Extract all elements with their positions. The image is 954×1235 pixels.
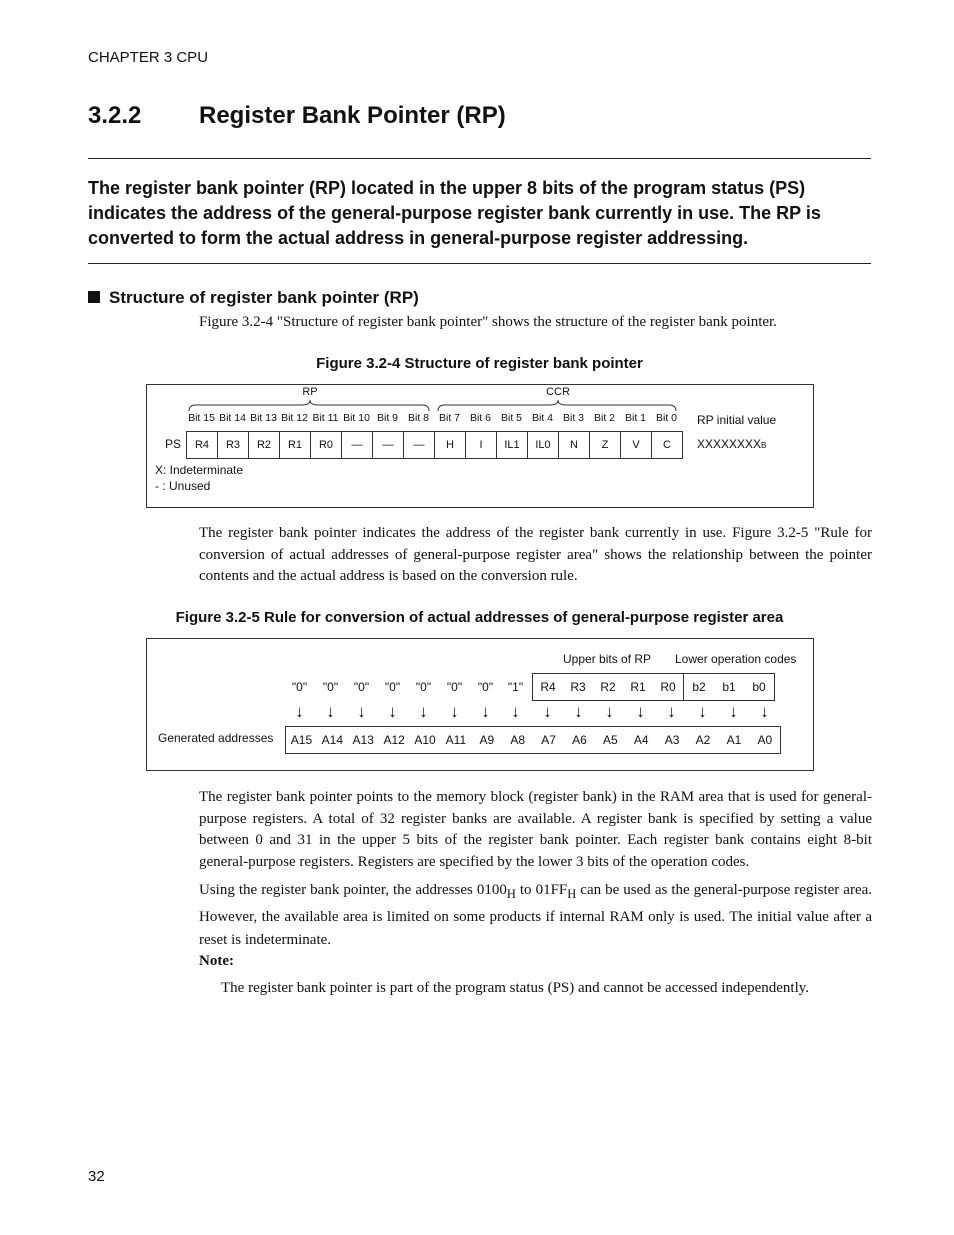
bit-label: Bit 12 xyxy=(281,412,308,424)
bit-label: Bit 9 xyxy=(376,412,398,424)
figure5-caption: Figure 3.2-5 Rule for conversion of actual addresses of general-purpose register area xyxy=(175,609,784,626)
section-title: Register Bank Pointer (RP) xyxy=(199,102,506,129)
lower-opcodes-label: Lower operation codes xyxy=(675,652,797,666)
down-arrow-icon: ↓ xyxy=(698,702,707,721)
body-paragraph: The register bank pointer points to the memory block (register bank) in the RAM area that is used for general-purpose registers. A total of 32 register banks are available. A register bank is specified by setting a value between 0 and 31 in the upper 5 bits of the register bank pointer. Each register bank contains eight 8-bit general-purpose registers. Registers are specified by the lower 3 bits of the operation codes. xyxy=(199,789,872,870)
rp-bit-cell: R2 xyxy=(600,680,616,694)
fixed-bit: "0" xyxy=(322,680,339,694)
square-bullet-icon xyxy=(88,291,100,303)
bit-label: Bit 0 xyxy=(655,412,677,424)
figure4-reference-paragraph: Figure 3.2-4 "Structure of register bank pointer" shows the structure of the register bank pointer. xyxy=(199,314,777,330)
legend-indeterminate: X: Indeterminate xyxy=(155,463,244,477)
bit-label: Bit 15 xyxy=(188,412,215,424)
down-arrow-icon: ↓ xyxy=(295,702,304,721)
down-arrow-icon: ↓ xyxy=(481,702,490,721)
register-cell: C xyxy=(663,439,671,451)
chapter-header: CHAPTER 3 CPU xyxy=(88,49,209,66)
down-arrow-icon: ↓ xyxy=(511,702,520,721)
ps-register-cells xyxy=(186,431,683,459)
register-cell: R0 xyxy=(311,432,342,458)
bit-label: Bit 2 xyxy=(593,412,615,424)
para-text: can be used as the general-purpose register area. However, the available area is limited on some products if internal RAM only is used. The initial value after a reset is indeterminate. xyxy=(199,882,873,948)
note-label: Note: xyxy=(199,953,234,969)
bit-label: Bit 3 xyxy=(562,412,584,424)
intro-summary: The register bank pointer (RP) located in the upper 8 bits of the program status (PS) indicates the address of the general-purpose register bank currently in use. The RP is converted to form the actual address in general-purpose register addressing. xyxy=(88,178,821,248)
register-cell: I xyxy=(466,432,497,458)
register-cell: R2 xyxy=(249,432,280,458)
address-bit-cell: A12 xyxy=(383,733,405,747)
address-bit-cell: A2 xyxy=(695,733,711,747)
rp-bit-cell: R1 xyxy=(630,680,646,694)
down-arrow-icon: ↓ xyxy=(388,702,397,721)
address-bit-cell: A5 xyxy=(603,733,618,747)
opcode-bit-cell: b1 xyxy=(722,680,736,694)
address-bit-cell: A4 xyxy=(633,733,649,747)
fixed-bit: "0" xyxy=(353,680,370,694)
down-arrow-icon: ↓ xyxy=(760,702,769,721)
down-arrow-icon: ↓ xyxy=(419,702,428,721)
down-arrow-icon: ↓ xyxy=(326,702,335,721)
legend-unused: - : Unused xyxy=(155,479,211,493)
section-number: 3.2.2 xyxy=(88,102,142,129)
address-bit-cell: A13 xyxy=(352,733,374,747)
generated-address-cells xyxy=(285,726,781,754)
down-arrow-icon: ↓ xyxy=(667,702,676,721)
note-text: The register bank pointer is part of the program status (PS) and cannot be accessed independently. xyxy=(221,980,810,996)
register-cell: — xyxy=(342,432,373,458)
address-bit-cell: A11 xyxy=(445,733,467,747)
register-cell: V xyxy=(621,432,652,458)
register-cell: R4 xyxy=(187,432,218,458)
register-cell: IL0 xyxy=(528,432,559,458)
source-bit-cells xyxy=(532,673,775,701)
fixed-bit: "0" xyxy=(291,680,308,694)
divider xyxy=(88,158,871,159)
rp-initial-value xyxy=(697,437,766,451)
fixed-bit: "0" xyxy=(446,680,463,694)
bit-label: Bit 6 xyxy=(469,412,491,424)
down-arrow-icon: ↓ xyxy=(729,702,738,721)
hex-subscript: H xyxy=(506,887,516,901)
register-cell: — xyxy=(373,432,404,458)
para-text: Using the register bank pointer, the addresses 0100 xyxy=(199,882,507,898)
bit-label: Bit 13 xyxy=(250,412,277,424)
fixed-bit: "1" xyxy=(507,680,524,694)
address-bit-cell: A7 xyxy=(541,733,556,747)
down-arrow-icon: ↓ xyxy=(450,702,459,721)
generated-addresses-label: Generated addresses xyxy=(158,731,274,745)
rp-group-label: RP xyxy=(302,386,318,398)
address-bit-cell: A6 xyxy=(572,733,587,747)
address-bit-cell: A9 xyxy=(479,733,495,747)
down-arrow-icon: ↓ xyxy=(574,702,583,721)
initial-value-base: B xyxy=(761,441,767,450)
register-cell: Z xyxy=(590,432,621,458)
register-cell: — xyxy=(404,432,435,458)
address-bit-cell: A10 xyxy=(414,733,436,747)
address-bit-cell: A3 xyxy=(664,733,680,747)
register-cell: H xyxy=(435,432,466,458)
register-cell: IL1 xyxy=(497,432,528,458)
bit-label: Bit 10 xyxy=(343,412,370,424)
address-bit-cell: A15 xyxy=(290,733,313,747)
rp-bracket xyxy=(189,400,429,411)
hex-subscript: H xyxy=(567,887,577,901)
rp-bit-cell: R4 xyxy=(540,680,556,694)
fixed-bit: "0" xyxy=(415,680,432,694)
ccr-group-label: CCR xyxy=(546,386,570,398)
rp-bit-cell: R0 xyxy=(653,674,684,700)
bit-label: Bit 4 xyxy=(531,412,553,424)
ps-row-label: PS xyxy=(165,437,182,451)
address-bit-cell: A8 xyxy=(510,733,526,747)
register-cell: R1 xyxy=(280,432,311,458)
down-arrow-icon: ↓ xyxy=(605,702,614,721)
bit-label: Bit 5 xyxy=(500,412,522,424)
register-cell: N xyxy=(559,432,590,458)
opcode-bit-cell: b2 xyxy=(692,680,706,694)
group-brackets xyxy=(186,399,682,413)
initial-value-text: XXXXXXXX xyxy=(697,437,762,451)
address-bit-cell: A1 xyxy=(726,733,742,747)
body-paragraph xyxy=(199,879,872,952)
register-cell: R3 xyxy=(218,432,249,458)
subsection-heading xyxy=(88,288,419,308)
bit-label: Bit 7 xyxy=(438,412,460,424)
down-arrow-icon: ↓ xyxy=(357,702,366,721)
fixed-bit: "0" xyxy=(477,680,494,694)
upper-bits-label: Upper bits of RP xyxy=(563,652,652,666)
bit-label: Bit 14 xyxy=(219,412,246,424)
bit-label: Bit 11 xyxy=(312,412,339,424)
down-arrow-icon: ↓ xyxy=(543,702,552,721)
subsection-title: Structure of register bank pointer (RP) xyxy=(109,288,419,307)
page-number: 32 xyxy=(88,1168,105,1185)
figure4-caption: Figure 3.2-4 Structure of register bank pointer xyxy=(316,355,643,372)
bit-label: Bit 8 xyxy=(407,412,429,424)
bit-label: Bit 1 xyxy=(624,412,646,424)
para-text: to 01FF xyxy=(515,882,568,898)
address-bit-cell: A0 xyxy=(757,733,773,747)
divider xyxy=(88,263,871,264)
address-bit-cell: A14 xyxy=(321,733,344,747)
opcode-bit-cell: b0 xyxy=(752,680,766,694)
rp-initial-label: RP initial value xyxy=(697,413,777,427)
ccr-bracket xyxy=(438,400,676,411)
fixed-bit: "0" xyxy=(384,680,401,694)
down-arrow-icon: ↓ xyxy=(636,702,645,721)
rp-bit-cell: R3 xyxy=(570,680,586,694)
body-paragraph: The register bank pointer indicates the address of the register bank currently in use. Figure 3.2-5 "Rule for conversion of actual addresses of general-purpose register area" shows the relationship between the pointer contents and the actual address is based on the conversion rule. xyxy=(199,525,872,584)
